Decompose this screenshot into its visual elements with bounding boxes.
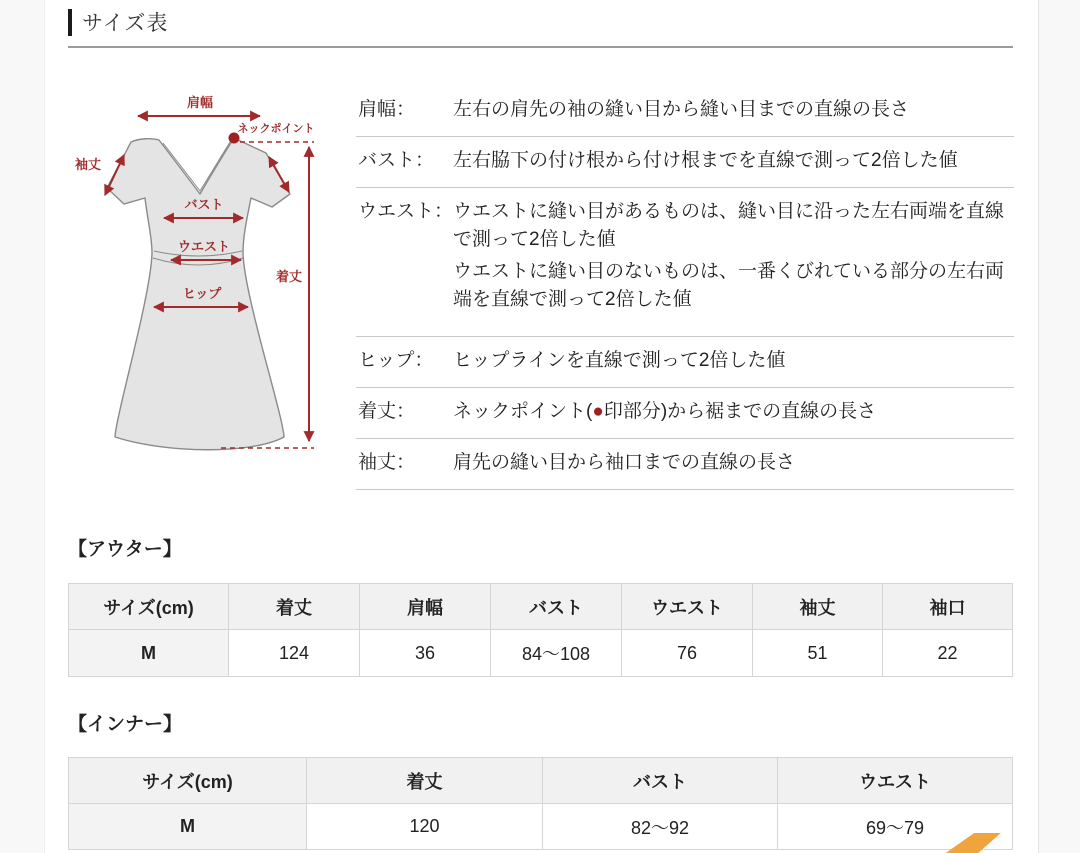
cell-bust: 84〜108 [491,630,622,677]
definition-desc-text: 印部分)から裾までの直線の長さ [603,401,877,422]
bust-label: バスト [184,197,224,212]
definition-row-sleeve [356,439,1014,490]
definition-desc [453,398,1014,426]
definition-desc: 左右の肩先の袖の縫い目から縫い目までの直線の長さ [453,99,910,120]
definition-desc: 左右脇下の付け根から付け根までを直線で測って2倍した値 [453,150,958,171]
definition-desc: ヒップラインを直線で測って2倍した値 [453,350,786,371]
definition-row-waist [356,188,1014,337]
outer-table-data-row [69,630,1013,677]
page-title: サイズ表 [82,12,169,35]
measurement-definitions [356,86,1014,490]
definition-desc: 肩先の縫い目から袖口までの直線の長さ [453,452,796,473]
definition-row-hip [356,337,1014,388]
col-header-length: 着丈 [229,584,360,630]
title-underline [68,46,1013,48]
col-header-waist: ウエスト [622,584,753,630]
outer-section-heading: 【アウター】 [68,539,182,560]
definition-row-length [356,388,1014,439]
col-header-cuff: 袖口 [883,584,1013,630]
col-header-sleeve: 袖丈 [753,584,883,630]
neck-point-dot-glyph: ● [592,401,604,422]
cell-size: M [69,804,307,850]
inner-table-data-row [69,804,1013,850]
definition-desc-line: ウエストに縫い目のないものは、一番くびれている部分の左右両端を直線で測って2倍した値 [453,261,1005,310]
col-header-length: 着丈 [307,758,543,804]
definition-term: ウエスト： [358,201,454,222]
col-header-bust: バスト [543,758,778,804]
definition-row-shoulder [356,86,1014,137]
cell-waist: 69〜79 [778,804,1013,850]
cell-length: 124 [229,630,360,677]
col-header-shoulder: 肩幅 [360,584,491,630]
hip-label: ヒップ [182,286,222,301]
shoulder-width-label: 肩幅 [186,95,214,110]
outer-size-table [68,583,1013,677]
definition-desc-line: ウエストに縫い目があるものは、縫い目に沿った左右両端を直線で測って2倍した値 [453,201,1005,250]
size-chart-page [44,0,1039,853]
neck-point-label: ネックポイント [237,123,315,135]
neck-point-dot [229,133,240,144]
col-header-bust: バスト [491,584,622,630]
definition-term: ヒップ： [358,350,434,371]
definition-term: 着丈： [358,401,416,422]
col-header-size: サイズ(cm) [69,584,229,630]
definition-desc-text: ネックポイント( [453,401,593,422]
sleeve-length-label: 袖丈 [74,157,102,172]
body-length-label: 着丈 [275,269,302,284]
cell-sleeve: 51 [753,630,883,677]
definition-term: 袖丈： [358,452,416,473]
inner-size-table [68,757,1013,850]
cell-bust: 82〜92 [543,804,778,850]
definition-row-bust [356,137,1014,188]
cell-waist: 76 [622,630,753,677]
inner-table-header-row [69,758,1013,804]
cell-cuff: 22 [883,630,1013,677]
definition-desc [453,198,1014,314]
title-accent-bar [68,9,72,36]
cell-size: M [69,630,229,677]
cell-length: 120 [307,804,543,850]
waist-label: ウエスト [177,239,231,254]
col-header-size: サイズ(cm) [69,758,307,804]
definition-term: バスト： [358,150,435,171]
inner-section-heading: 【インナー】 [68,714,183,735]
dress-measurement-diagram [63,85,353,485]
cell-shoulder: 36 [360,630,491,677]
col-header-waist: ウエスト [778,758,1013,804]
outer-table-header-row [69,584,1013,630]
definition-term: 肩幅： [358,99,416,120]
